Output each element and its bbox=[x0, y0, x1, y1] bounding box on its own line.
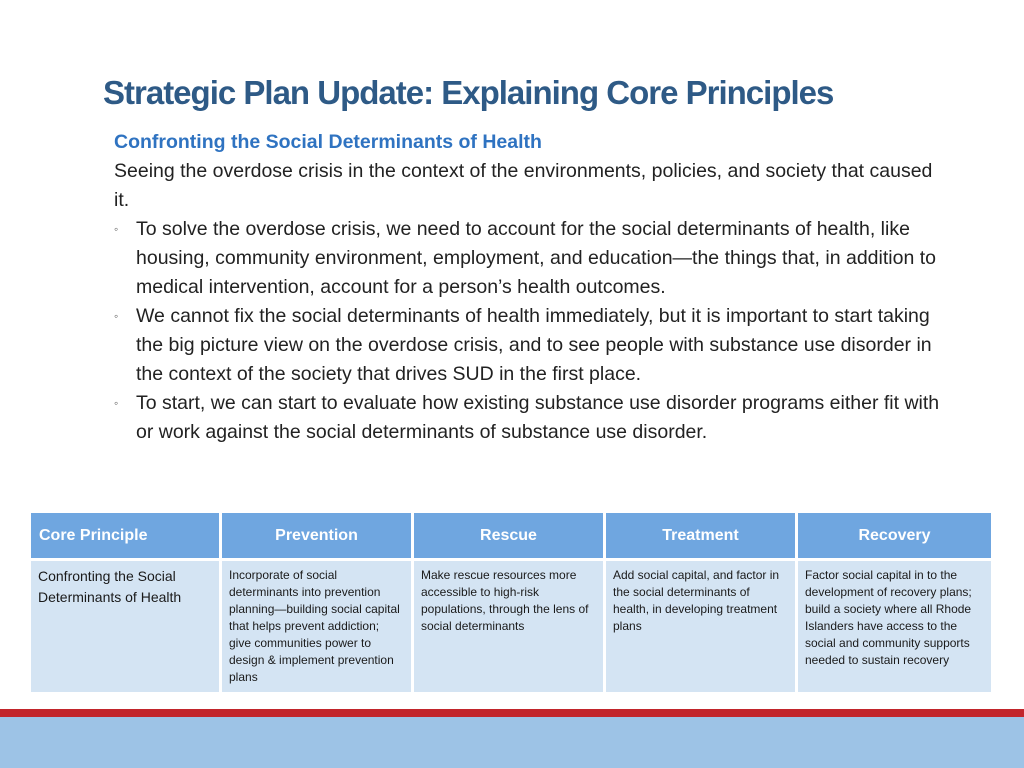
section-subtitle: Confronting the Social Determinants of Health bbox=[114, 131, 542, 153]
table-row bbox=[31, 561, 991, 692]
bullet-item bbox=[114, 302, 944, 389]
header-core-principle: Core Principle bbox=[31, 513, 219, 558]
cell-treatment: Add social capital, and factor in the social determinants of health, in developing treatment plans bbox=[606, 561, 795, 692]
cell-prevention: Incorporate of social determinants into prevention planning—building social capital that helps prevent addiction; give communities power to design & implement prevention plans bbox=[222, 561, 411, 692]
cell-core-principle: Confronting the Social Determinants of Health bbox=[31, 561, 219, 692]
cell-rescue: Make rescue resources more accessible to high-risk populations, through the lens of social determinants bbox=[414, 561, 603, 692]
table-header-row bbox=[31, 513, 991, 558]
bullet-list bbox=[114, 215, 944, 447]
cell-recovery: Factor social capital in to the development of recovery plans; build a society where all Rhode Islanders have access to the social and community supports needed to sustain recovery bbox=[798, 561, 991, 692]
bullet-item bbox=[114, 215, 944, 302]
bullet-circle-icon: ◦ bbox=[114, 396, 119, 410]
header-rescue: Rescue bbox=[414, 513, 603, 558]
bullet-text: We cannot fix the social determinants of health immediately, but it is important to start taking the big picture view on the overdose crisis, and to see people with substance use disorder in the context of the society that drives SUD in the first place. bbox=[136, 305, 932, 385]
slide-title: Strategic Plan Update: Explaining Core Principles bbox=[103, 74, 834, 111]
core-principles-table bbox=[28, 510, 994, 695]
header-treatment: Treatment bbox=[606, 513, 795, 558]
header-recovery: Recovery bbox=[798, 513, 991, 558]
bullet-text: To start, we can start to evaluate how existing substance use disorder programs either fit with or work against the social determinants of substance use disorder. bbox=[136, 392, 940, 443]
slide-body bbox=[114, 128, 944, 447]
footer-red-stripe bbox=[0, 709, 1024, 717]
bullet-item bbox=[114, 389, 944, 447]
bullet-circle-icon: ◦ bbox=[114, 309, 119, 323]
footer-blue-band bbox=[0, 717, 1024, 768]
header-prevention: Prevention bbox=[222, 513, 411, 558]
bullet-text: To solve the overdose crisis, we need to account for the social determinants of health, like housing, community environment, employment, and education—the things that, in addition to medical intervention, account for a person’s health outcomes. bbox=[136, 218, 936, 298]
intro-paragraph: Seeing the overdose crisis in the context of the environments, policies, and society that caused it. bbox=[114, 160, 933, 211]
bullet-circle-icon: ◦ bbox=[114, 222, 119, 236]
